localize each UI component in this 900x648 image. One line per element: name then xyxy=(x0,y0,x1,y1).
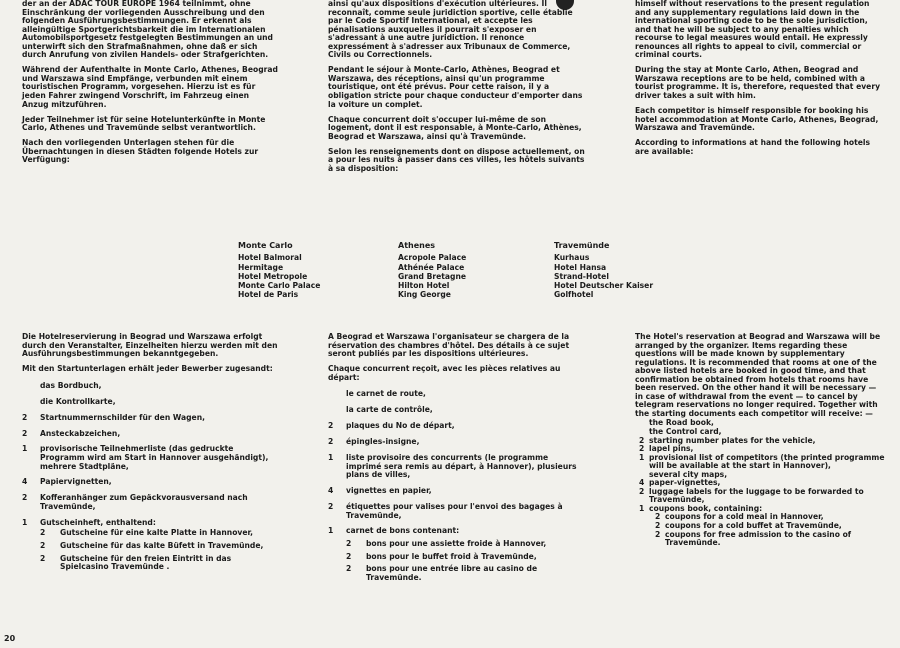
paragraph: The Hotel's reservation at Beograd and Warszawa will be arranged by the organizer. Items regarding these questions will be made known by supplementary regulations. It is recommended that rooms at one of the above listed hotels are booked in good time, and that confirmation be obtained from hotels that rooms have been reserved. On the other hand it will be necessary — in case of withdrawal from the event — to cancel by telegram reservations no longer required. Together with the starting documents each competitor will receive: — xyxy=(635,332,881,418)
list-item: 2 bons pour une assiette froide à Hannover, xyxy=(346,538,547,548)
list-item: die Kontrollkarte, xyxy=(40,396,116,406)
list-item: 4 Papiervignetten, xyxy=(22,477,112,487)
paragraph: Chaque concurrent doit s'occuper lui-même de son logement, dont il est responsable, à Monte-Carlo, Athènes, Beograd et Warszawa, ainsi qu'à Travemünde. xyxy=(328,114,582,141)
list-item: 2 coupons for a cold meal in Hannover, xyxy=(655,512,824,522)
list-item: 1 liste provisoire des concurrents (le programme imprimé sera remis au départ, à Hannover), plusieurs plans de villes, xyxy=(328,452,577,480)
english-intro-column xyxy=(635,0,885,163)
city-heading: Travemünde xyxy=(554,241,610,250)
list-item: 2 Ansteckabzeichen, xyxy=(22,428,121,438)
hotel-name: Hotel Balmoral xyxy=(238,253,302,263)
french-documents-column xyxy=(328,333,586,586)
hotel-name: Golfhotel xyxy=(554,290,594,300)
hotel-name: Hilton Hotel xyxy=(398,281,450,291)
list-item: 1 provisional list of competitors (the printed programme will be available at the start in Hannover), xyxy=(639,452,885,471)
english-documents-column xyxy=(635,333,885,548)
list-item: 1 coupons book, containing: xyxy=(639,503,763,513)
list-item: 2 coupons for a cold buffet at Travemünde, xyxy=(655,521,842,531)
document-list xyxy=(328,390,586,536)
hotel-list-monte-carlo xyxy=(238,241,320,300)
list-item: 4 vignettes en papier, xyxy=(328,486,432,496)
list-item: das Bordbuch, xyxy=(40,380,102,390)
page-number: 20 xyxy=(4,634,16,643)
hotel-name: Hotel de Paris xyxy=(238,290,299,300)
list-item: 1 Gutscheinheft, enthaltend: xyxy=(22,517,156,527)
hotel-name: Acropole Palace xyxy=(398,253,467,263)
hotel-list-travemuende xyxy=(554,241,653,300)
list-item: 1 provisorische Teilnehmerliste (das gedruckte Programm wird am Start in Hannover ausgehändigt), mehrere Stadtpläne, xyxy=(22,444,269,471)
paragraph: Die Hotelreservierung in Beograd und Warszawa erfolgt durch den Veranstalter, Einzelheiten hierzu werden mit den Ausführungsbestimmungen bekanntgegeben. xyxy=(22,332,278,359)
paragraph: A Beograd et Warszawa l'organisateur se chargera de la réservation des chambres d'hôtel. Des détails à ce sujet seront publiés par les dispositions ultérieures. xyxy=(328,332,570,359)
german-intro-column xyxy=(22,0,278,171)
voucher-list xyxy=(22,529,278,571)
list-item: several city maps, xyxy=(649,469,728,479)
city-heading: Monte Carlo xyxy=(238,241,293,250)
hotel-name: Monte Carlo Palace xyxy=(238,281,321,291)
paragraph: Jeder Teilnehmer ist für seine Hotelunterkünfte in Monte Carlo, Athenes und Travemünde selbst verantwortlich. xyxy=(22,114,266,133)
paragraph: himself without reservations to the present regulation and any supplementary regulations laid down in the international sporting code to be the sole jurisdiction, and that he will be subject to any penalties which recourse to legal measures would entail. He expressly renounces all rights to appeal to civil, commercial or criminal courts. xyxy=(635,0,870,60)
paragraph: Chaque concurrent reçoit, avec les pièces relatives au départ: xyxy=(328,364,561,382)
paragraph: Während der Aufenthalte in Monte Carlo, Athenes, Beograd und Warszawa sind Empfänge, verbunden mit einem touristischen Programm, vorgesehen. Hierzu ist es für jeden Fahrer zwingend Vorschrift, im Fahrzeug einen Anzug mitzuführen. xyxy=(22,65,278,109)
paragraph: ainsi qu'aux dispositions d'exécution ultérieures. Il reconnaît, comme seule juridiction sportive, celle établie par le Code Sportif International, et accepte les pénalisations auxquelles il pourrait s'exposer en s'adressant à une autre juridiction. Il renonce expressément à s'adresser aux Tribunaux de Commerce, Civils ou Correctionnels. xyxy=(328,0,573,60)
list-item: 2 lapel pins, xyxy=(639,444,694,454)
list-item: 2 Gutscheine für eine kalte Platte in Hannover, xyxy=(40,528,254,538)
voucher-list xyxy=(328,540,586,582)
french-intro-column xyxy=(328,0,586,180)
hotel-name: Hermitage xyxy=(238,262,284,272)
hotel-name: Hotel Hansa xyxy=(554,262,607,272)
list-item: the Road book, xyxy=(649,418,714,428)
list-item: 2 coupons for free admission to the casino of Travemünde. xyxy=(655,529,852,548)
list-item: 4 paper-vignettes, xyxy=(639,478,721,488)
city-heading: Athenes xyxy=(398,241,436,250)
list-item: la carte de contrôle, xyxy=(346,405,433,415)
german-documents-column xyxy=(22,333,278,576)
list-item: 2 luggage labels for the luggage to be forwarded to Travemünde, xyxy=(639,486,864,505)
list-item: 2 bons pour le buffet froid à Travemünde, xyxy=(346,551,537,561)
document-list xyxy=(635,419,885,513)
list-item: 2 Gutscheine für das kalte Büfett in Travemünde, xyxy=(40,540,264,550)
hotel-name: Athénée Palace xyxy=(398,262,465,272)
paragraph: Nach den vorliegenden Unterlagen stehen für die Übernachtungen in diesen Städten folgende Hotels zur Verfügung: xyxy=(22,138,259,165)
list-item: 2 Gutscheine für den freien Eintritt in das Spielcasino Travemünde . xyxy=(40,553,232,572)
hotel-name: Kurhaus xyxy=(554,253,590,263)
list-item: 2 bons pour une entrée libre au casino de Travemünde. xyxy=(346,564,538,582)
list-item: le carnet de route, xyxy=(346,389,426,399)
paragraph: According to informations at hand the following hotels are available: xyxy=(635,138,871,156)
list-item: 2 Kofferanhänger zum Gepäckvorausversand nach Travemünde, xyxy=(22,493,248,511)
list-item: 2 plaques du No de départ, xyxy=(328,421,455,431)
paragraph: During the stay at Monte Carlo, Athen, Beograd and Warszawa receptions are to be held, combined with a tourist programme. It is, therefore, requested that every driver takes a suit with him. xyxy=(635,65,881,100)
hotel-name: Hotel Metropole xyxy=(238,271,308,281)
document-list xyxy=(22,382,278,528)
list-item: 1 carnet de bons contenant: xyxy=(328,526,460,536)
hotel-name: Strand-Hotel xyxy=(554,271,609,281)
hotel-name: King George xyxy=(398,290,451,300)
list-item: 2 épingles-insigne, xyxy=(328,437,420,447)
list-item: 2 Startnummernschilder für den Wagen, xyxy=(22,412,205,422)
list-item: 2 étiquettes pour valises pour l'envoi des bagages à Travemünde, xyxy=(328,501,563,520)
coupon-list xyxy=(635,513,885,547)
hotel-name: Hotel Deutscher Kaiser xyxy=(554,281,654,291)
paragraph: Mit den Startunterlagen erhält jeder Bewerber zugesandt: xyxy=(22,364,273,374)
paragraph: der an der ADAC TOUR EUROPE 1964 teilnimmt, ohne Einschränkung der vorliegenden Ausschreibung und den folgenden Ausführungsbestimmungen. Er erkennt als alleingültige Sportgerichtsbarkeit die im Internationalen Automobilsportgesetz festgelegten Bestimmungen an und unterwirft sich den Strafmaßnahmen, ohne daß er sich durch Anrufung von zivilen Handels- oder Strafgerichten. xyxy=(22,0,273,60)
hotel-list-athenes xyxy=(398,241,466,300)
paragraph: Selon les renseignements dont on dispose actuellement, on a pour les nuits à passer dans ces villes, les hôtels suivants à sa disposition: xyxy=(328,146,585,173)
paragraph: Pendant le séjour à Monte-Carlo, Athènes, Beograd et Warszawa, des réceptions, ainsi qu'un programme touristique, ont été prévus. Pour cette raison, il y a obligation stricte pour chaque conducteur d'emporter dans la voiture un complet. xyxy=(328,65,583,109)
list-item: the Control card, xyxy=(649,427,722,437)
hotel-name: Grand Bretagne xyxy=(398,271,467,281)
list-item: 2 starting number plates for the vehicle, xyxy=(639,435,816,445)
paragraph: Each competitor is himself responsible for booking his hotel accommodation at Monte Carlo, Athenes, Beograd, Warszawa and Travemünde. xyxy=(635,106,879,133)
